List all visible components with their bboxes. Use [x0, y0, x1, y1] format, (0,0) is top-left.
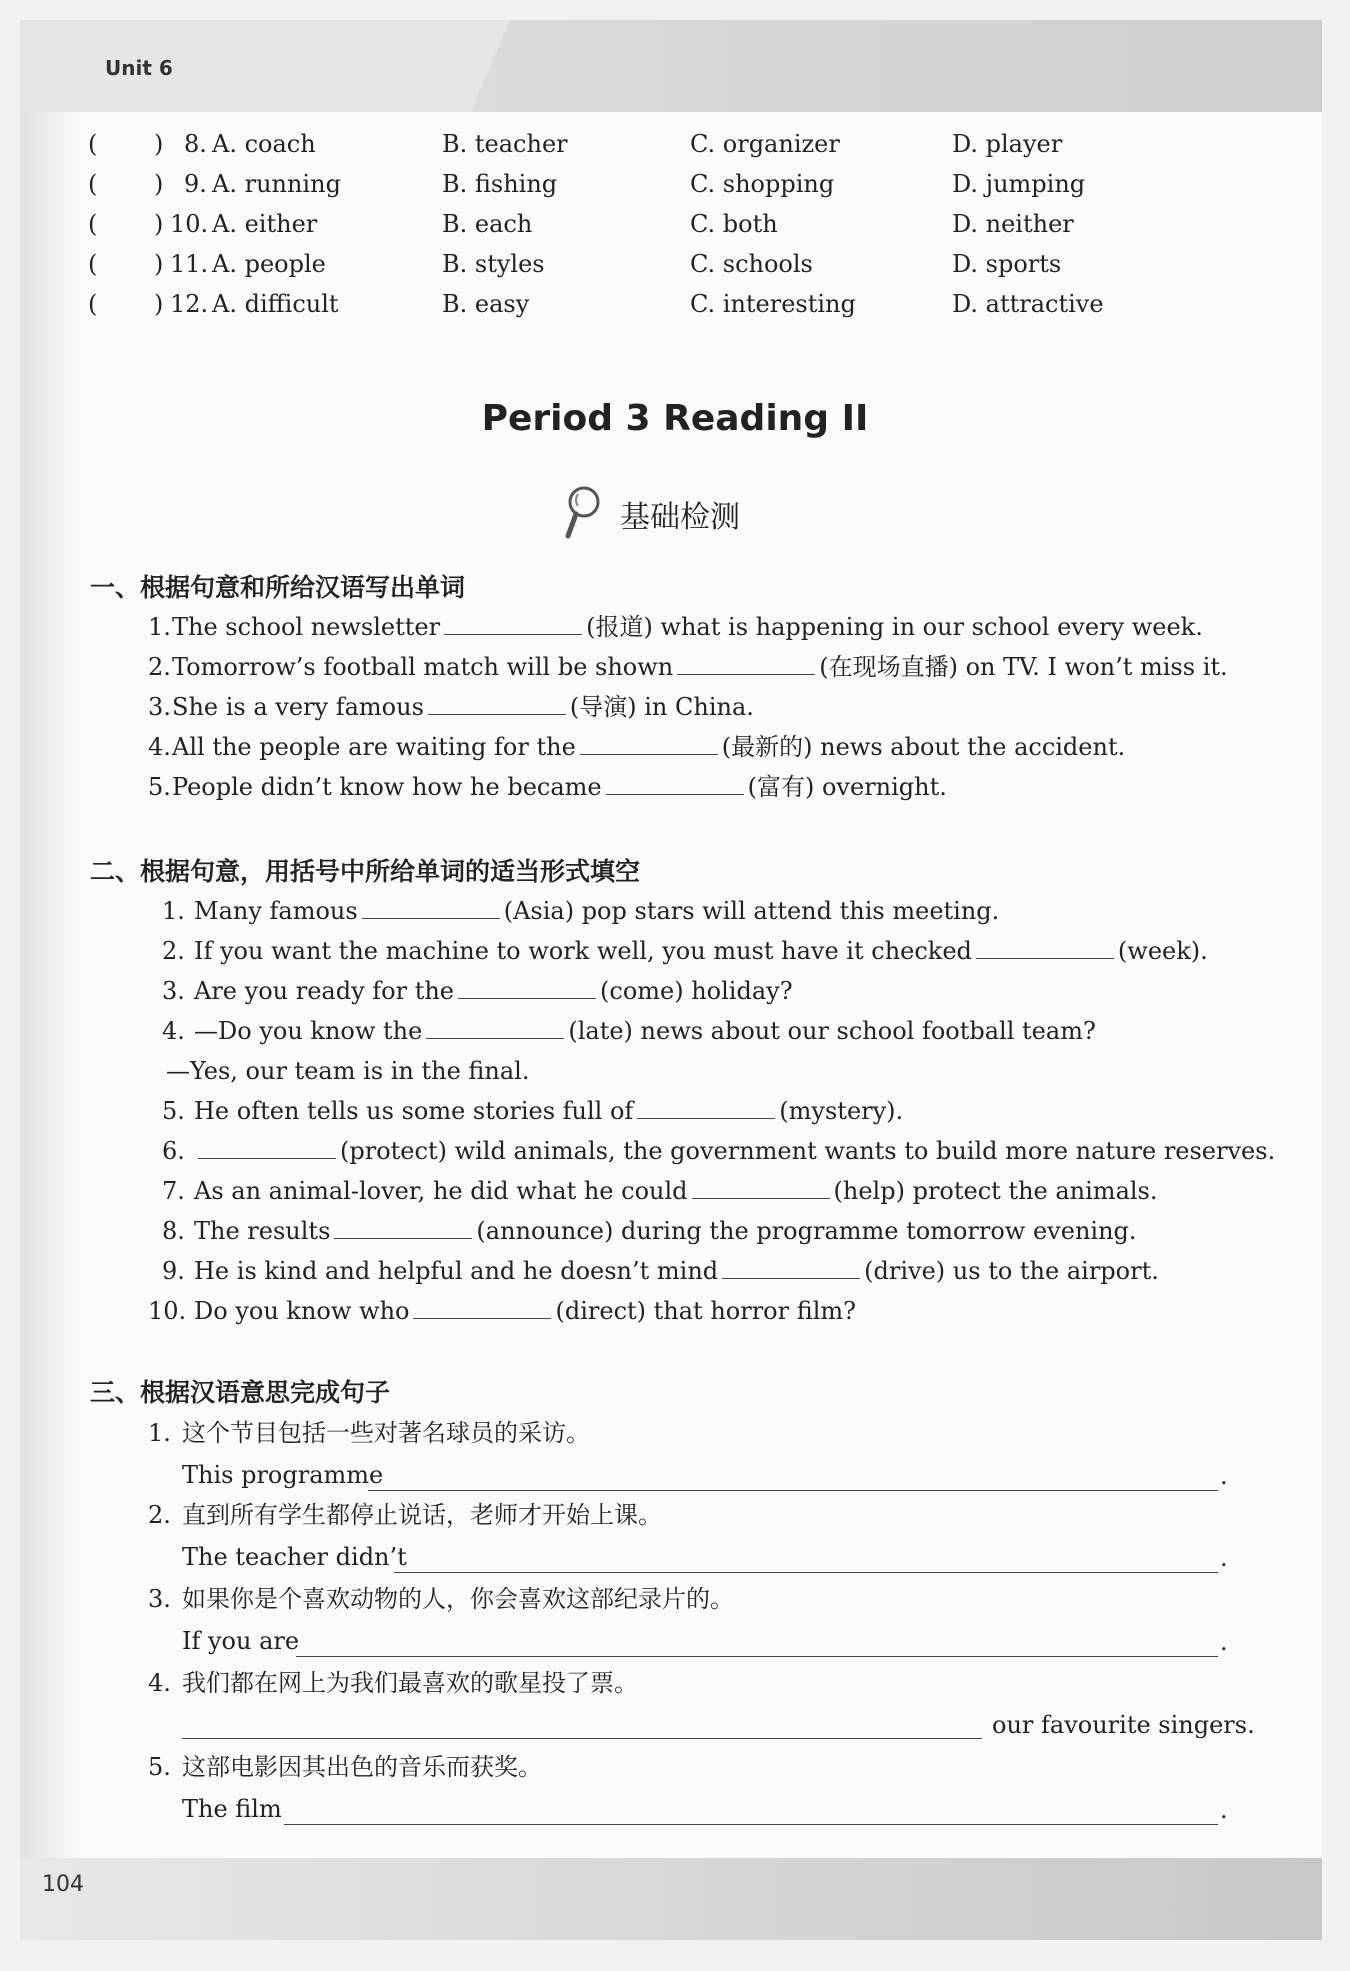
chinese-prompt: [148, 1418, 590, 1448]
choice-row: [0, 170, 1350, 210]
question-text-post: (drive) us to the airport.: [864, 1257, 1159, 1285]
question-number: 1.: [148, 613, 171, 641]
sentence-period: .: [1220, 1544, 1228, 1572]
answer-paren-open: (: [88, 170, 98, 198]
answer-blank[interactable]: [444, 612, 582, 635]
choice-row: [0, 290, 1350, 330]
question-number: 6.: [162, 1137, 185, 1165]
answer-blank[interactable]: [677, 652, 815, 675]
unit-label: Unit 6: [105, 56, 173, 80]
question-number: 8.: [162, 1217, 185, 1245]
answer-line[interactable]: [296, 1656, 1218, 1657]
question-item: [148, 612, 1203, 642]
choice-row: [0, 210, 1350, 250]
answer-paren-open: (: [88, 210, 98, 238]
english-start: If you are: [182, 1627, 300, 1655]
option-a[interactable]: A. coach: [212, 130, 316, 158]
question-item: [148, 732, 1125, 762]
option-a[interactable]: A. either: [212, 210, 318, 238]
question-number: 9.: [184, 170, 207, 198]
header-band: [20, 20, 1322, 112]
question-number: 10.: [170, 210, 209, 238]
answer-line[interactable]: [368, 1490, 1218, 1491]
option-a[interactable]: A. running: [212, 170, 341, 198]
question-item: [148, 652, 1228, 682]
question-text-post: (direct) that horror film?: [555, 1297, 857, 1325]
section3-title: 三、根据汉语意思完成句子: [90, 1378, 391, 1407]
question-text-post: (announce) during the programme tomorrow evening.: [476, 1217, 1137, 1245]
question-text-post: (come) holiday?: [600, 977, 793, 1005]
option-b[interactable]: B. each: [442, 210, 533, 238]
question-number: 4.: [162, 1017, 185, 1045]
question-number: 5.: [148, 773, 171, 801]
sentence-period: .: [1220, 1462, 1228, 1490]
sentence-period: .: [1220, 1628, 1228, 1656]
question-number: 12.: [170, 290, 209, 318]
answer-blank[interactable]: [428, 692, 566, 715]
answer-paren-close: ): [154, 130, 164, 158]
question-text-post: (导演) in China.: [569, 693, 754, 721]
english-start: The film: [182, 1795, 282, 1823]
english-ending: our favourite singers.: [992, 1711, 1255, 1739]
question-number: 2.: [148, 1501, 171, 1529]
option-a[interactable]: A. difficult: [212, 290, 339, 318]
question-number: 8.: [184, 130, 207, 158]
question-text-pre: Do you know who: [194, 1297, 410, 1325]
option-a[interactable]: A. people: [212, 250, 326, 278]
chinese-sentence: 这部电影因其出色的音乐而获奖。: [182, 1753, 542, 1781]
english-start: The teacher didn’t: [182, 1543, 407, 1571]
question-text-post: (help) protect the animals.: [833, 1177, 1158, 1205]
answer-paren-close: ): [154, 210, 164, 238]
option-c[interactable]: C. organizer: [690, 130, 840, 158]
section1-title: 一、根据句意和所给汉语写出单词: [90, 573, 466, 602]
chinese-sentence: 如果你是个喜欢动物的人，你会喜欢这部纪录片的。: [182, 1585, 734, 1613]
question-text-pre: Are you ready for the: [194, 977, 455, 1005]
answer-paren-close: ): [154, 170, 164, 198]
question-number: 3.: [148, 1585, 171, 1613]
question-item: [166, 1056, 529, 1086]
option-b[interactable]: B. teacher: [442, 130, 568, 158]
answer-blank[interactable]: [362, 896, 500, 919]
question-number: 7.: [162, 1177, 185, 1205]
answer-blank[interactable]: [198, 1136, 336, 1159]
sentence-period: .: [1220, 1796, 1228, 1824]
option-c[interactable]: C. shopping: [690, 170, 835, 198]
question-text-pre: The results: [194, 1217, 331, 1245]
answer-paren-open: (: [88, 290, 98, 318]
period-title: Period 3 Reading II: [481, 398, 869, 439]
question-number: 5.: [148, 1753, 171, 1781]
question-item: [162, 1016, 1096, 1046]
answer-blank[interactable]: [580, 732, 718, 755]
question-text-post: (在现场直播) on TV. I won’t miss it.: [819, 653, 1228, 681]
option-b[interactable]: B. styles: [442, 250, 545, 278]
question-number: 1.: [162, 897, 185, 925]
question-number: 5.: [162, 1097, 185, 1125]
question-item: [162, 1256, 1159, 1286]
page-number: 104: [42, 1872, 84, 1897]
answer-line[interactable]: [182, 1738, 982, 1739]
question-item: [148, 1296, 856, 1326]
question-number: 9.: [162, 1257, 185, 1285]
question-text-pre: He often tells us some stories full of: [194, 1097, 634, 1125]
answer-paren-close: ): [154, 250, 164, 278]
question-number: 1.: [148, 1419, 171, 1447]
question-number: 2.: [162, 937, 185, 965]
option-d[interactable]: D. jumping: [952, 170, 1086, 198]
magnifier-icon: [562, 484, 610, 540]
footer-band: [20, 1858, 1322, 1940]
english-start: This programme: [182, 1461, 384, 1489]
question-item: [148, 692, 754, 722]
answer-paren-open: (: [88, 130, 98, 158]
question-text-post: (报道) what is happening in our school every week.: [586, 613, 1203, 641]
option-c[interactable]: C. both: [690, 210, 778, 238]
choice-row: [0, 130, 1350, 170]
answer-paren-open: (: [88, 250, 98, 278]
answer-line[interactable]: [394, 1572, 1218, 1573]
page-shadow: [20, 110, 80, 1860]
question-item: [162, 896, 999, 926]
question-text-post: (最新的) news about the accident.: [721, 733, 1126, 761]
chinese-sentence: 我们都在网上为我们最喜欢的歌星投了票。: [182, 1669, 638, 1697]
question-text-post: (Asia) pop stars will attend this meeting.: [503, 897, 1000, 925]
answer-blank[interactable]: [637, 1096, 775, 1119]
question-text-pre: People didn’t know how he became: [172, 773, 602, 801]
question-text-post: (mystery).: [779, 1097, 904, 1125]
question-item: [162, 1176, 1158, 1206]
section2-title: 二、根据句意，用括号中所给单词的适当形式填空: [90, 857, 641, 886]
question-text-post: (protect) wild animals, the government wants to build more nature reserves.: [340, 1137, 1276, 1165]
chinese-sentence: 这个节目包括一些对著名球员的采访。: [182, 1419, 590, 1447]
answer-blank[interactable]: [458, 976, 596, 999]
question-number: 3.: [162, 977, 185, 1005]
question-text-pre: All the people are waiting for the: [172, 733, 576, 761]
basic-check-title: 基础检测: [620, 500, 740, 535]
question-text-pre: As an animal-lover, he did what he could: [194, 1177, 688, 1205]
question-number: 11.: [170, 250, 209, 278]
option-d[interactable]: D. attractive: [952, 290, 1104, 318]
question-text-pre: Many famous: [194, 897, 358, 925]
question-text-pre: The school newsletter: [172, 613, 441, 641]
question-text-post: (富有) overnight.: [747, 773, 947, 801]
question-number: 10.: [148, 1297, 187, 1325]
answer-blank[interactable]: [722, 1256, 860, 1279]
question-text-post: (week).: [1117, 937, 1208, 965]
option-c[interactable]: C. interesting: [690, 290, 856, 318]
answer-blank[interactable]: [334, 1216, 472, 1239]
option-b[interactable]: B. fishing: [442, 170, 558, 198]
option-d[interactable]: D. neither: [952, 210, 1074, 238]
answer-blank[interactable]: [413, 1296, 551, 1319]
chinese-prompt: [148, 1752, 542, 1782]
option-d[interactable]: D. player: [952, 130, 1063, 158]
question-item: [162, 976, 793, 1006]
question-item: [162, 936, 1208, 966]
answer-line[interactable]: [284, 1824, 1218, 1825]
question-text-post: (late) news about our school football team?: [568, 1017, 1096, 1045]
question-number: 2.: [148, 653, 171, 681]
chinese-prompt: [148, 1584, 734, 1614]
question-item: [162, 1136, 1275, 1166]
answer-blank[interactable]: [606, 772, 744, 795]
question-text-pre: Tomorrow’s football match will be shown: [172, 653, 674, 681]
option-b[interactable]: B. easy: [442, 290, 530, 318]
answer-blank[interactable]: [426, 1016, 564, 1039]
question-text-pre: He is kind and helpful and he doesn’t mind: [194, 1257, 719, 1285]
question-item: [148, 772, 947, 802]
question-number: 3.: [148, 693, 171, 721]
question-item: [162, 1216, 1137, 1246]
choice-row: [0, 250, 1350, 290]
answer-blank[interactable]: [976, 936, 1114, 959]
question-text-pre: She is a very famous: [172, 693, 424, 721]
question-number: 4.: [148, 733, 171, 761]
option-c[interactable]: C. schools: [690, 250, 813, 278]
option-d[interactable]: D. sports: [952, 250, 1062, 278]
question-text-pre: —Do you know the: [194, 1017, 423, 1045]
answer-paren-close: ): [154, 290, 164, 318]
question-text-pre: —Yes, our team is in the final.: [166, 1057, 530, 1085]
question-number: 4.: [148, 1669, 171, 1697]
chinese-sentence: 直到所有学生都停止说话，老师才开始上课。: [182, 1501, 662, 1529]
answer-blank[interactable]: [692, 1176, 830, 1199]
chinese-prompt: [148, 1500, 662, 1530]
chinese-prompt: [148, 1668, 638, 1698]
question-text-pre: If you want the machine to work well, you must have it checked: [194, 937, 972, 965]
question-item: [162, 1096, 903, 1126]
